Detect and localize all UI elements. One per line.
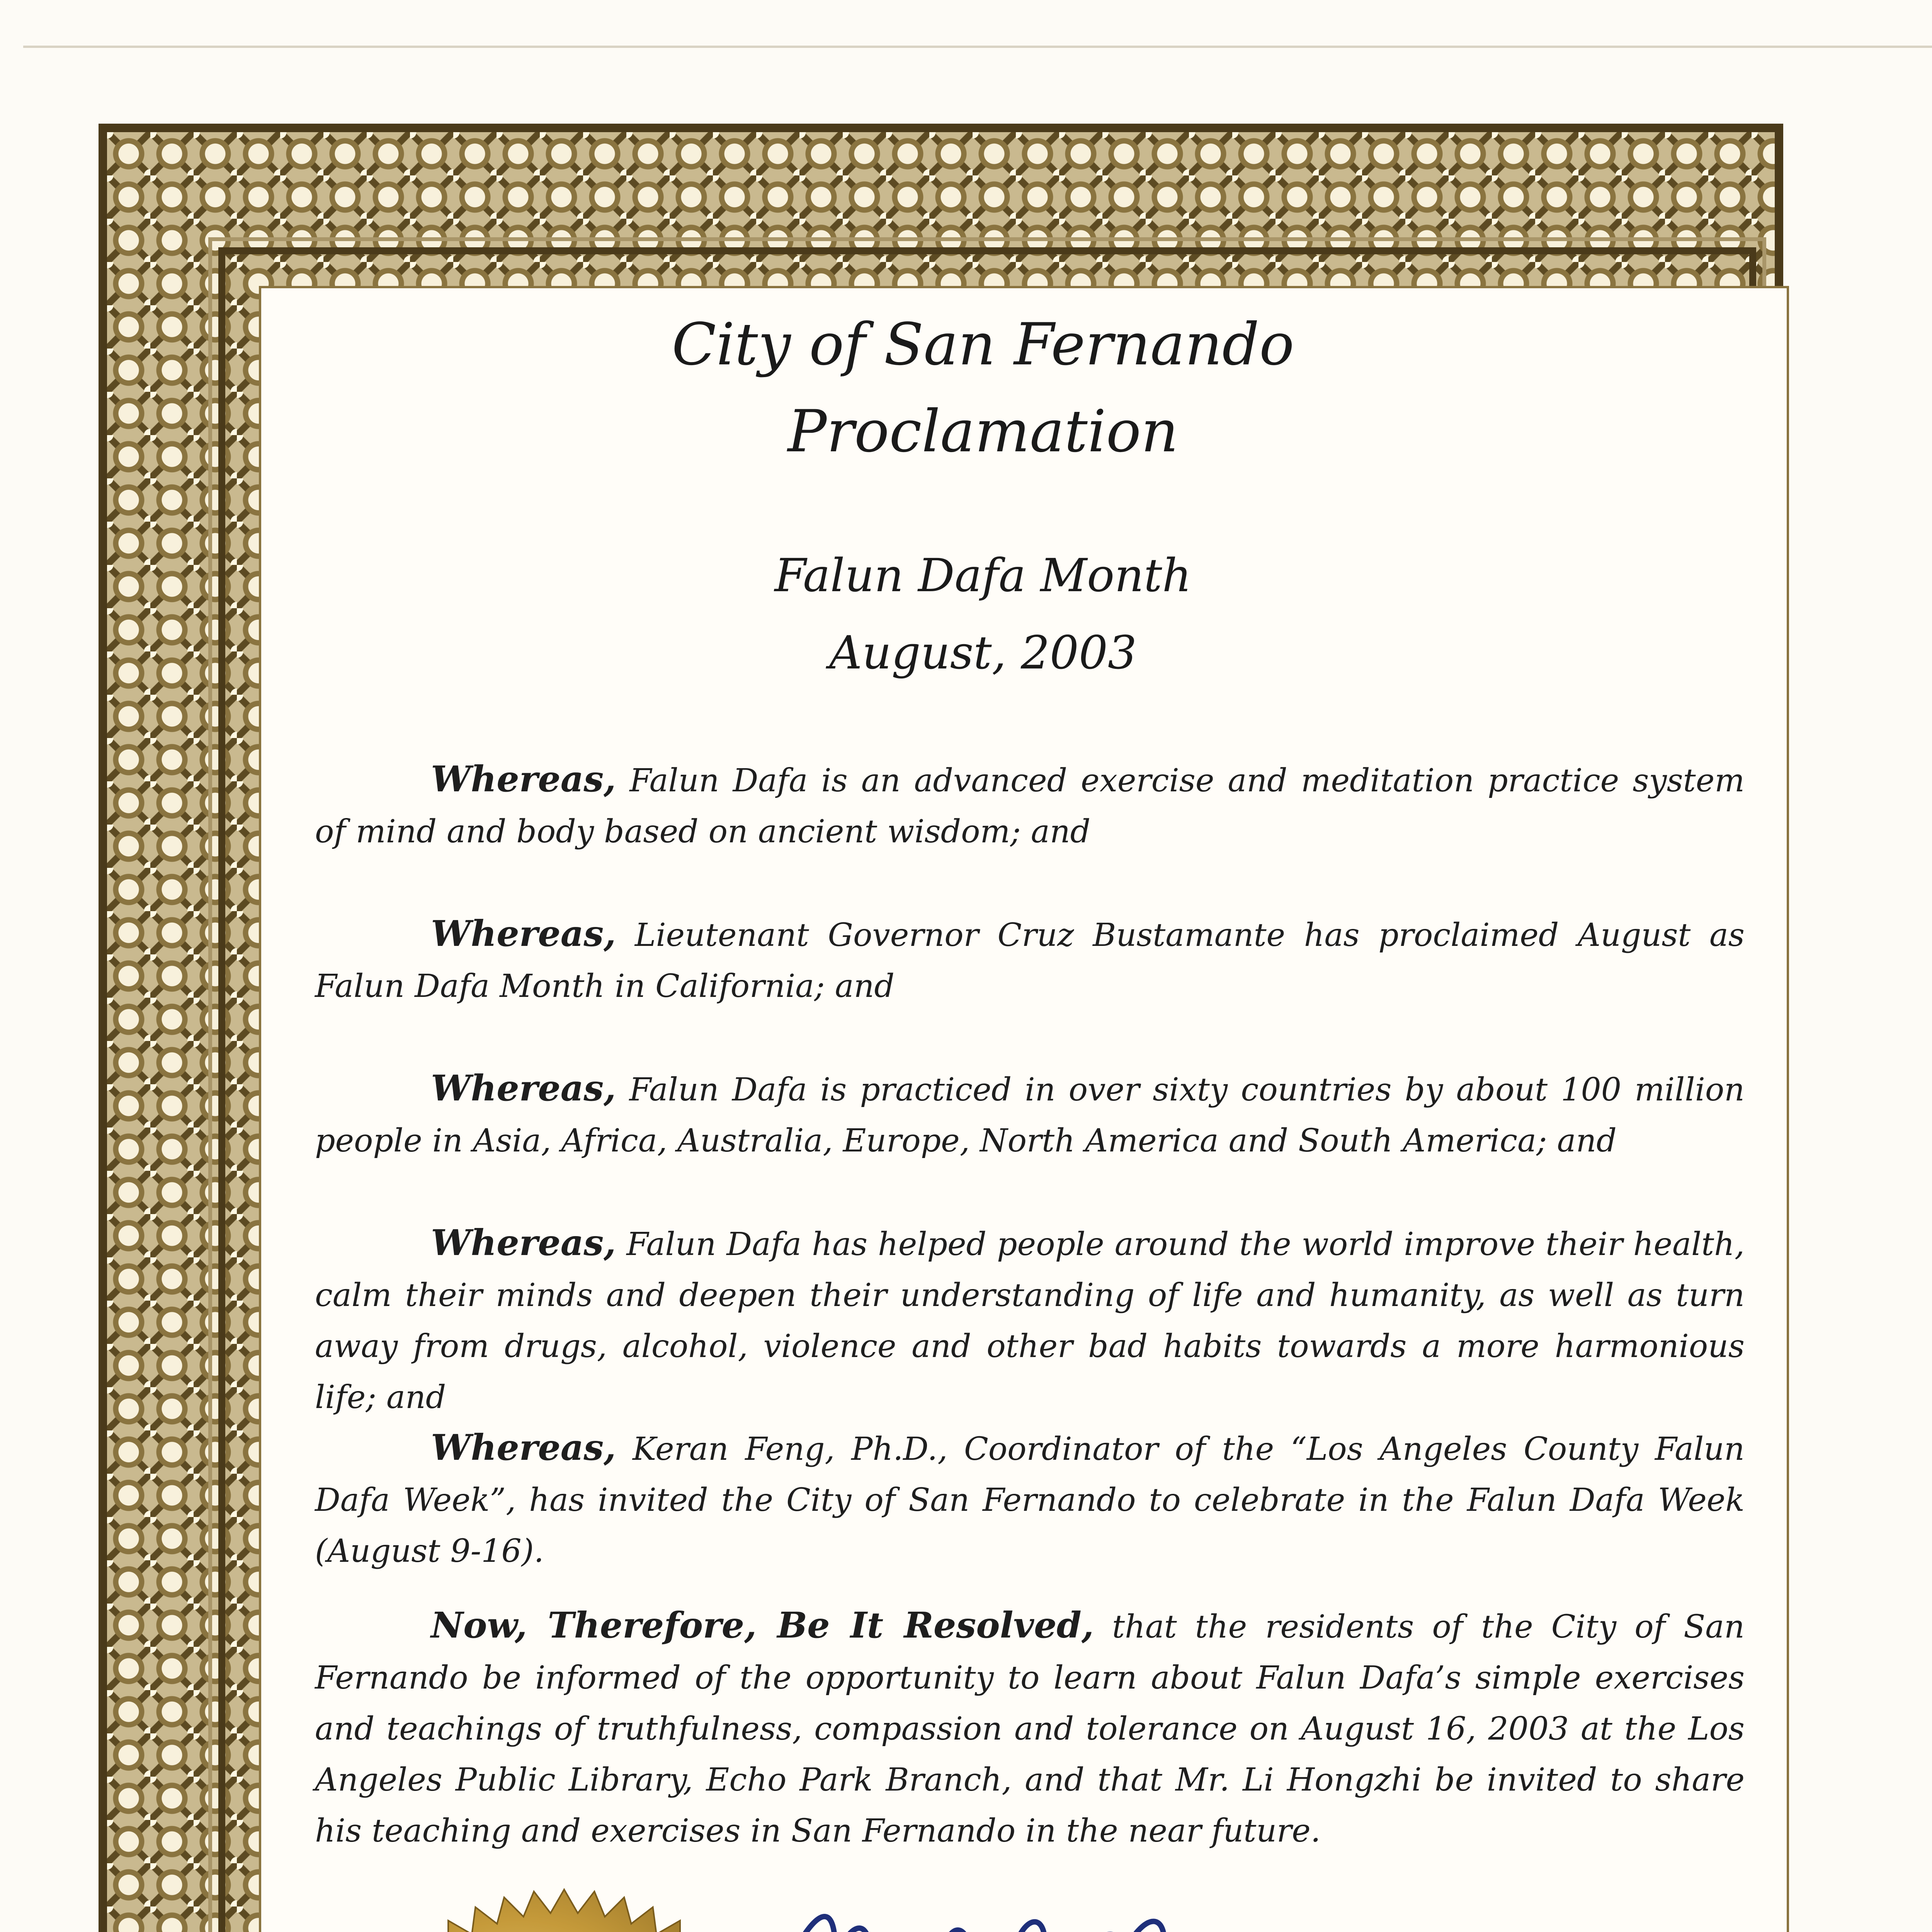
paragraph-text: Lieutenant Governor Cruz Bustamante has proclaimed August as Falun Dafa Month in California; and xyxy=(315,917,1745,1005)
resolution-paragraph xyxy=(315,1600,1745,1857)
handwritten-signature xyxy=(773,1886,1453,1932)
whereas-paragraph-5 xyxy=(315,1422,1745,1577)
whereas-paragraph-3 xyxy=(315,1063,1745,1167)
occasion-date: August, 2003 xyxy=(829,626,1137,679)
paragraph-lead: Whereas, xyxy=(431,1067,616,1109)
paragraph-lead: Now, Therefore, Be It Resolved, xyxy=(431,1604,1094,1646)
whereas-paragraph-2 xyxy=(315,908,1745,1012)
paragraph-text: Falun Dafa is practiced in over sixty countries by about 100 million people in Asia, Africa, Australia, Europe, North America and South America; and xyxy=(315,1071,1745,1159)
paragraph-lead: Whereas, xyxy=(431,758,616,800)
paragraph-text: that the residents of the City of San Fernando be informed of the opportunity to learn about Falun Dafa’s simple exercises and teachings of truthfulness, compassion and tolerance on August 16, 2003 at the Los Angeles Public Library, Echo Park Branch, and that Mr. Li Hongzhi be invited to share his teaching and exercises in San Fernando in the near future. xyxy=(315,1609,1745,1849)
city-title: City of San Fernando xyxy=(672,311,1294,378)
paragraph-text: Falun Dafa is an advanced exercise and meditation practice system of mind and body based on ancient wisdom; and xyxy=(315,762,1745,850)
gold-city-seal xyxy=(328,1886,800,1932)
whereas-paragraph-1 xyxy=(315,753,1745,857)
whereas-paragraph-4 xyxy=(315,1217,1745,1423)
paragraph-lead: Whereas, xyxy=(431,1222,616,1264)
paragraph-lead: Whereas, xyxy=(431,1427,616,1468)
paragraph-text: Falun Dafa has helped people around the world improve their health, calm their minds and deepen their understanding of life and humanity, as well as turn away from drugs, alcohol, violence and other bad habits towards a more harmonious life; and xyxy=(315,1226,1745,1416)
seal-starburst xyxy=(332,1889,796,1932)
proclamation-heading: Proclamation xyxy=(787,398,1179,465)
paragraph-lead: Whereas, xyxy=(431,913,616,954)
occasion-title: Falun Dafa Month xyxy=(774,549,1192,602)
scan-edge-line xyxy=(23,46,1932,48)
paragraph-text: Keran Feng, Ph.D., Coordinator of the “Los Angeles County Falun Dafa Week”, has invited the City of San Fernando to celebrate in the Falun Dafa Week (August 9-16). xyxy=(315,1431,1745,1570)
